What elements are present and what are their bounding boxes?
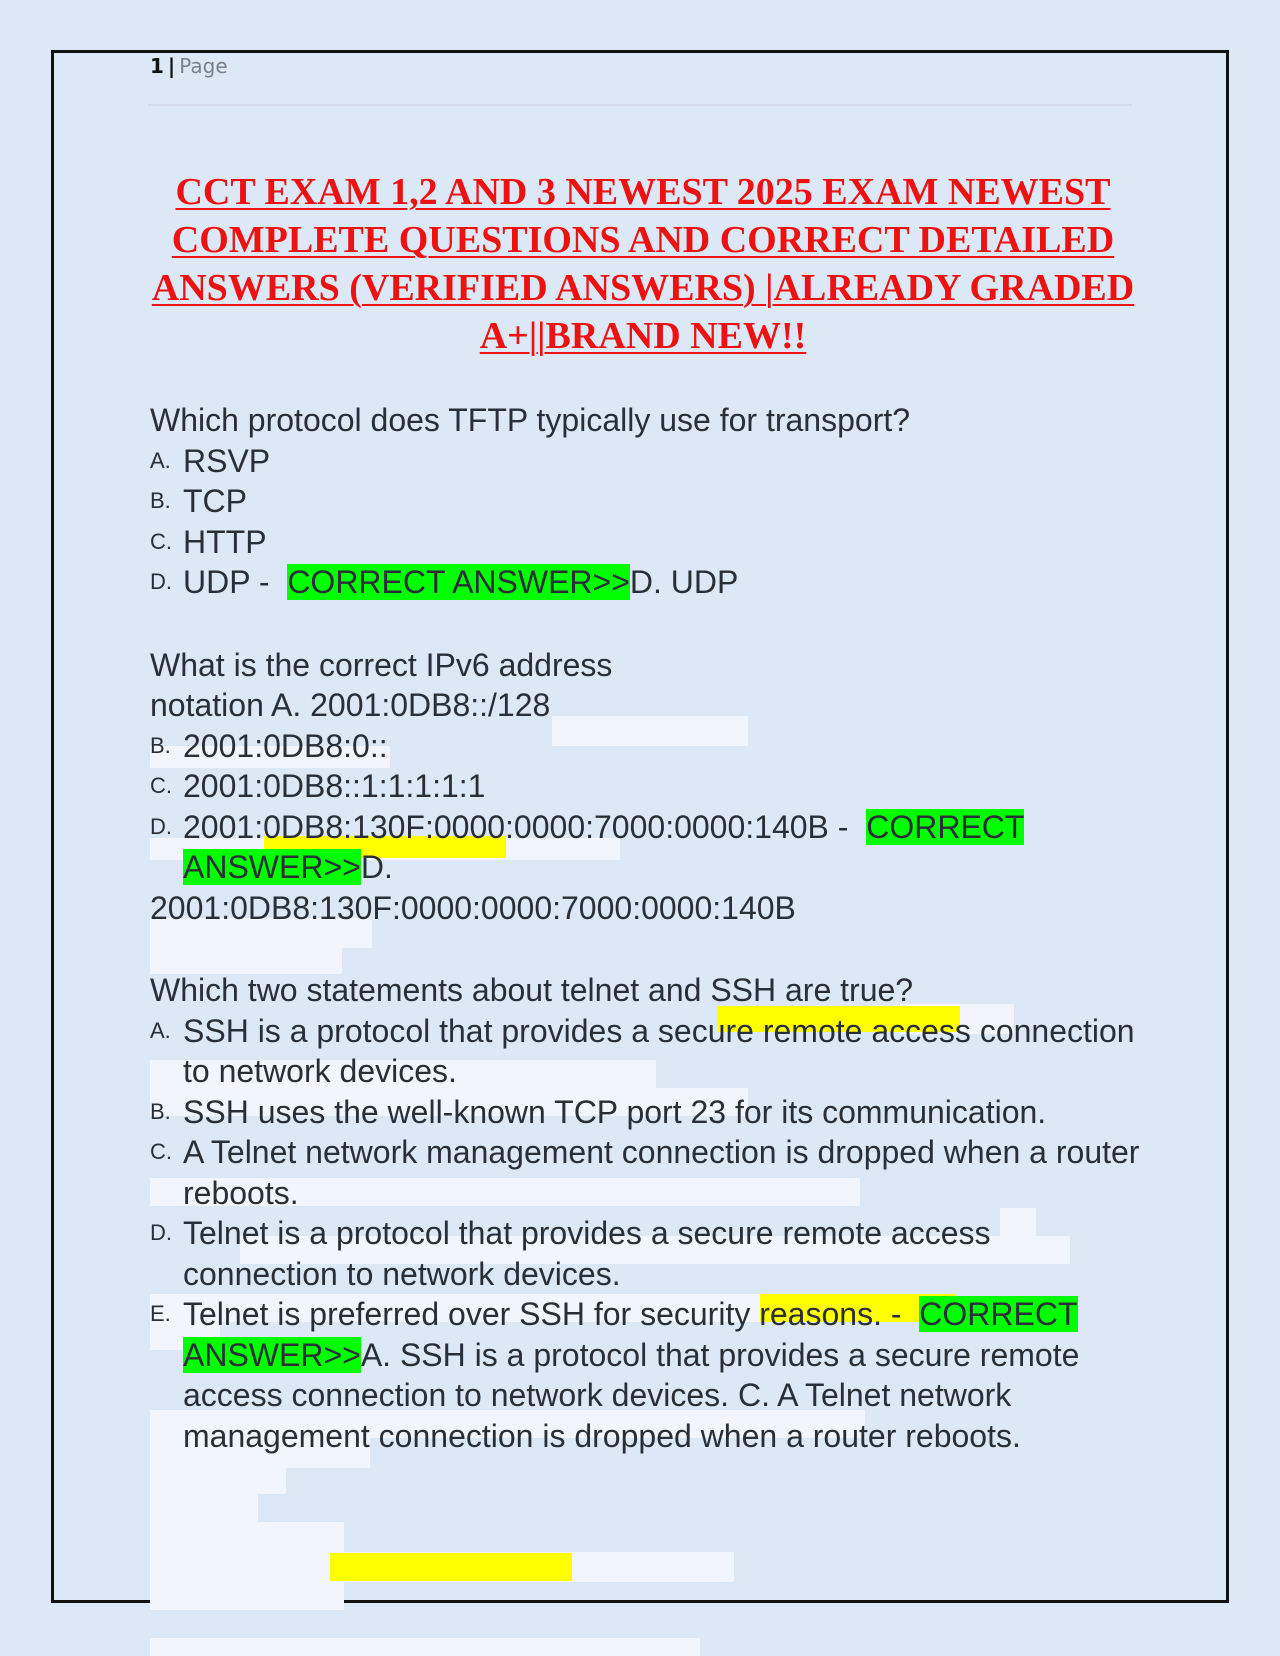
answer-text-continued: 2001:0DB8:130F:0000:0000:7000:0000:140B bbox=[150, 889, 796, 926]
option-letter: C. bbox=[150, 528, 172, 554]
option-item bbox=[150, 726, 1140, 767]
option-letter: D. bbox=[150, 1220, 172, 1245]
option-letter: A. bbox=[150, 1017, 171, 1043]
option-item bbox=[150, 807, 1140, 888]
option-item bbox=[150, 1294, 1140, 1456]
overlay-band bbox=[150, 1522, 344, 1552]
overlay-band bbox=[150, 1582, 344, 1610]
correct-answer-tag: ANSWER>> bbox=[183, 849, 361, 885]
answer-text: D. bbox=[360, 849, 393, 885]
option-text: 2001:0DB8:130F:0000:0000:7000:0000:140B - bbox=[183, 808, 858, 845]
option-text: Telnet is preferred over SSH for security reasons. - bbox=[183, 1296, 911, 1332]
question-block-3 bbox=[150, 970, 1140, 1456]
option-letter: C. bbox=[150, 1139, 172, 1164]
option-text: A Telnet network management connection is dropped when a router reboots. bbox=[183, 1134, 1140, 1211]
answer-text: D. UDP bbox=[629, 564, 739, 600]
spacer bbox=[150, 603, 1140, 645]
option-item bbox=[150, 1213, 1140, 1294]
option-item bbox=[150, 1011, 1140, 1092]
document-title: CCT EXAM 1,2 AND 3 NEWEST 2025 EXAM NEWEST COMPLETE QUESTIONS AND CORRECT DETAILED ANSWERS (VERIFIED ANSWERS) |ALREADY GRADED A+||BRAND NEW!! bbox=[151, 171, 1135, 357]
option-item bbox=[150, 481, 1140, 522]
question-block-1 bbox=[150, 400, 1140, 603]
question-text-continued: notation A. 2001:0DB8::/128 bbox=[150, 687, 551, 723]
option-letter: D. bbox=[150, 569, 172, 594]
option-text: SSH uses the well-known TCP port 23 for its communication. bbox=[183, 1093, 1047, 1130]
page-number: 1 bbox=[150, 54, 164, 78]
option-letter: B. bbox=[150, 732, 171, 758]
correct-answer-tag: CORRECT bbox=[866, 808, 1025, 845]
option-text: 2001:0DB8::1:1:1:1:1 bbox=[183, 768, 486, 804]
header-separator: | bbox=[167, 54, 176, 78]
yellow-highlight-band bbox=[330, 1553, 572, 1581]
option-letter: B. bbox=[150, 1098, 171, 1124]
correct-answer-tag: CORRECT ANSWER>> bbox=[287, 564, 630, 600]
overlay-band bbox=[150, 1466, 286, 1494]
document-body bbox=[150, 400, 1140, 1456]
question-text: Which two statements about telnet and SSH are true? bbox=[150, 972, 914, 1008]
option-item bbox=[150, 1092, 1140, 1133]
option-item bbox=[150, 522, 1140, 563]
option-item bbox=[150, 562, 1140, 603]
option-text: TCP bbox=[183, 483, 247, 519]
header-rule bbox=[148, 104, 1132, 106]
page-label: Page bbox=[179, 54, 228, 78]
question-block-2 bbox=[150, 645, 1140, 929]
option-text: Telnet is a protocol that provides a secure remote access connection to network devices. bbox=[183, 1215, 991, 1292]
overlay-band bbox=[150, 1494, 258, 1522]
option-item bbox=[150, 441, 1140, 482]
answer-text: A. SSH is a protocol that provides a secure remote access connection to network devices. C. A Telnet network management connection is dropped when a router reboots. bbox=[183, 1336, 1080, 1454]
option-text: HTTP bbox=[183, 523, 267, 560]
option-item bbox=[150, 766, 1140, 807]
option-item bbox=[150, 1132, 1140, 1213]
option-letter: C. bbox=[150, 773, 172, 798]
question-text: What is the correct IPv6 address bbox=[150, 646, 613, 683]
option-text: SSH is a protocol that provides a secure remote access connection to network devices. bbox=[183, 1012, 1135, 1089]
option-text: 2001:0DB8:0:: bbox=[183, 727, 388, 764]
option-letter: E. bbox=[150, 1301, 171, 1326]
page-header bbox=[150, 54, 228, 78]
option-text: UDP - bbox=[183, 564, 279, 600]
question-text: Which protocol does TFTP typically use for transport? bbox=[150, 402, 911, 438]
option-letter: A. bbox=[150, 447, 171, 473]
option-text: RSVP bbox=[183, 442, 271, 479]
correct-answer-tag: CORRECT bbox=[919, 1296, 1078, 1332]
spacer bbox=[150, 928, 1140, 970]
option-letter: D. bbox=[150, 813, 172, 839]
overlay-band bbox=[150, 1638, 700, 1656]
correct-answer-tag: ANSWER>> bbox=[183, 1336, 361, 1373]
option-letter: B. bbox=[150, 488, 171, 513]
